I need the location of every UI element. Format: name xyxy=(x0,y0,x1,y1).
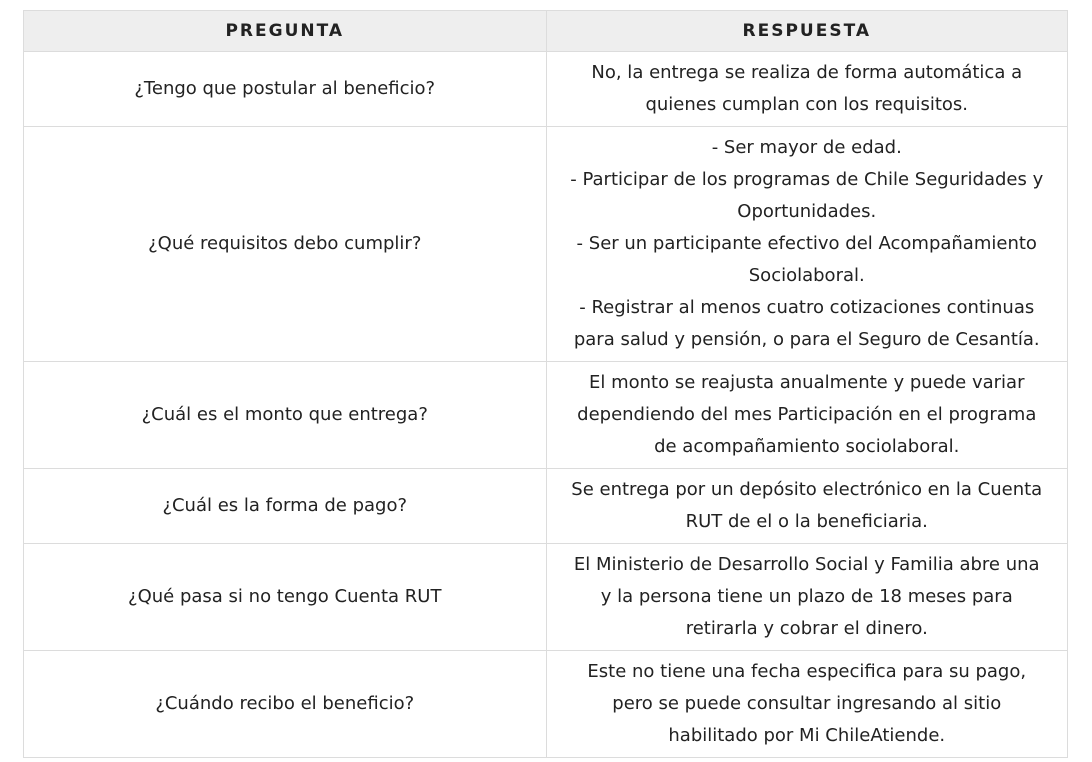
answer-cell xyxy=(546,52,1068,127)
question-cell: ¿Qué requisitos debo cumplir? xyxy=(24,127,547,362)
question-cell: ¿Cuál es la forma de pago? xyxy=(24,469,547,544)
faq-table xyxy=(23,10,1068,758)
header-question: PREGUNTA xyxy=(24,11,547,52)
table-row xyxy=(24,651,1068,758)
answer-line: Se entrega por un depósito electrónico en la Cuenta xyxy=(571,479,1043,500)
question-cell: ¿Qué pasa si no tengo Cuenta RUT xyxy=(24,544,547,651)
answer-line: - Ser un participante efectivo del Acompañamiento xyxy=(576,233,1037,254)
question-cell: ¿Cuál es el monto que entrega? xyxy=(24,362,547,469)
answer-line: para salud y pensión, o para el Seguro de Cesantía. xyxy=(573,329,1040,350)
answer-line: retirarla y cobrar el dinero. xyxy=(685,618,928,639)
header-answer: RESPUESTA xyxy=(546,11,1068,52)
table-row xyxy=(24,127,1068,362)
answer-line: pero se puede consultar ingresando al sitio xyxy=(612,693,1002,714)
table-row xyxy=(24,544,1068,651)
question-cell: ¿Cuándo recibo el beneficio? xyxy=(24,651,547,758)
table-row xyxy=(24,469,1068,544)
answer-line: y la persona tiene un plazo de 18 meses para xyxy=(600,586,1013,607)
answer-line: Este no tiene una fecha especifica para su pago, xyxy=(587,661,1027,682)
answer-line: No, la entrega se realiza de forma automática a xyxy=(591,62,1023,83)
table-row xyxy=(24,52,1068,127)
answer-line: dependiendo del mes Participación en el programa xyxy=(577,404,1037,425)
answer-cell xyxy=(546,362,1068,469)
answer-line: - Ser mayor de edad. xyxy=(711,137,902,158)
answer-cell xyxy=(546,127,1068,362)
answer-cell xyxy=(546,469,1068,544)
answer-line: - Participar de los programas de Chile Seguridades y xyxy=(570,169,1044,190)
answer-line: El monto se reajusta anualmente y puede variar xyxy=(589,372,1025,393)
answer-line: RUT de el o la beneficiaria. xyxy=(685,511,928,532)
answer-line: El Ministerio de Desarrollo Social y Familia abre una xyxy=(573,554,1040,575)
answer-line: quienes cumplan con los requisitos. xyxy=(645,94,969,115)
answer-line: - Registrar al menos cuatro cotizaciones continuas xyxy=(579,297,1035,318)
answer-line: Sociolaboral. xyxy=(748,265,865,286)
answer-line: habilitado por Mi ChileAtiende. xyxy=(668,725,946,746)
table-row xyxy=(24,362,1068,469)
answer-cell xyxy=(546,544,1068,651)
answer-line: Oportunidades. xyxy=(737,201,877,222)
question-cell: ¿Tengo que postular al beneficio? xyxy=(24,52,547,127)
answer-line: de acompañamiento sociolaboral. xyxy=(654,436,960,457)
answer-cell xyxy=(546,651,1068,758)
header-row xyxy=(24,11,1068,52)
